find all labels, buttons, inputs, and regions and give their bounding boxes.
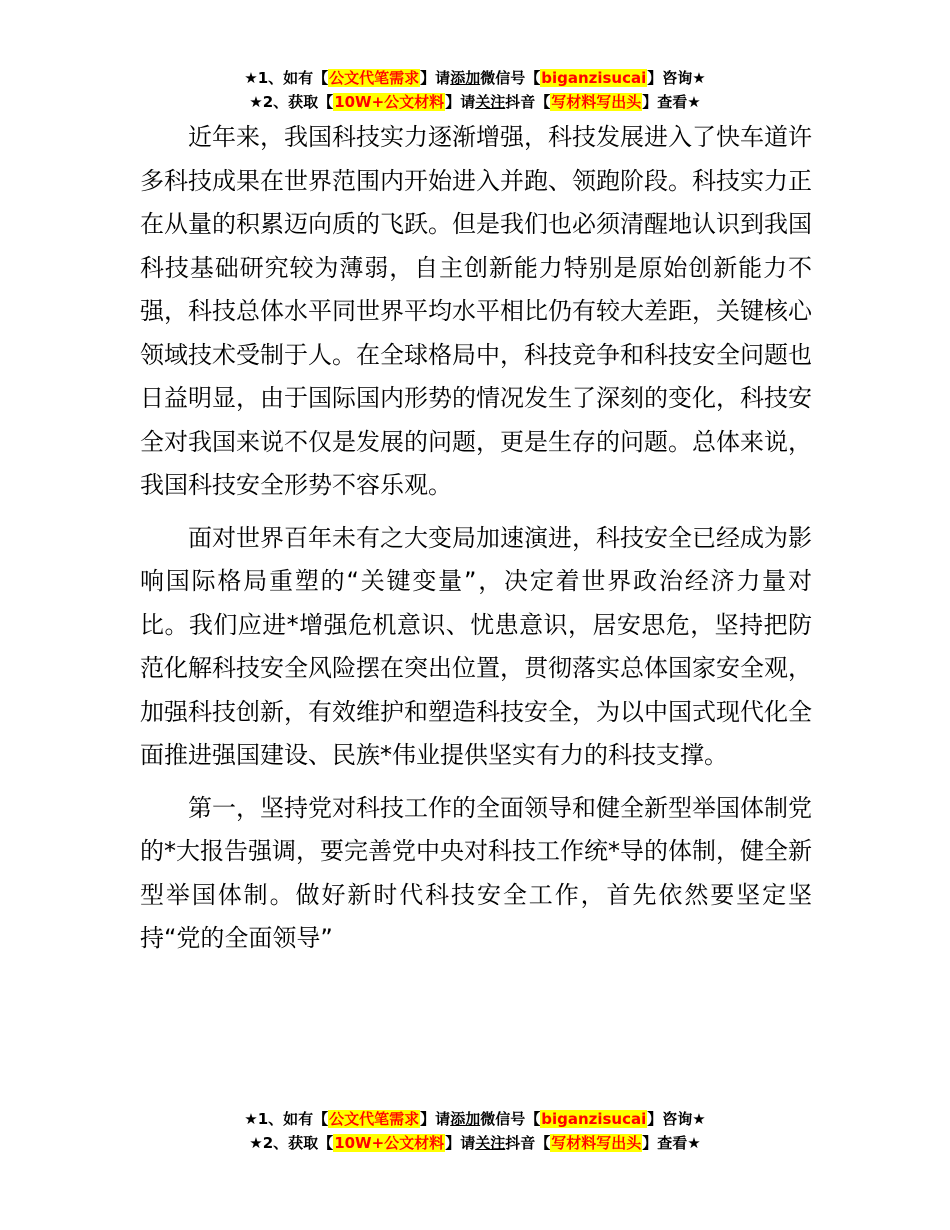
banner-text: 】查看★ <box>642 93 701 111</box>
banner-text: 抖音【 <box>505 1134 551 1152</box>
banner-text: 】请 <box>420 69 451 87</box>
highlight-service: 公文代笔需求 <box>329 1110 420 1128</box>
highlight-materials: 10W+公文材料 <box>334 93 445 111</box>
banner-text: 抖音【 <box>505 93 551 111</box>
banner-text: ★1、如有【 <box>244 69 329 87</box>
footer-banner <box>0 1107 950 1155</box>
banner-text: 】请 <box>445 1134 476 1152</box>
banner-text: 】请 <box>420 1110 451 1128</box>
banner-text: 】请 <box>445 93 476 111</box>
highlight-wechat-id: biganzisucai <box>541 69 647 87</box>
banner-line-1 <box>0 1107 950 1131</box>
banner-line-2 <box>0 90 950 114</box>
banner-emphasis: 添加 <box>450 69 481 87</box>
header-banner <box>0 66 950 114</box>
banner-text: 】咨询★ <box>647 1110 706 1128</box>
highlight-materials: 10W+公文材料 <box>334 1134 445 1152</box>
banner-text: 微信号【 <box>480 69 541 87</box>
banner-emphasis: 关注 <box>475 1134 506 1152</box>
highlight-douyin-account: 写材料写出头 <box>551 93 642 111</box>
paragraph: 面对世界百年未有之大变局加速演进，科技安全已经成为影响国际格局重塑的“关键变量”，决定着世界政治经济力量对比。我们应进*增强危机意识、忧患意识，居安思危，坚持把防范化解科技安全风险摆在突出位置，贯彻落实总体国家安全观，加强科技创新，有效维护和塑造科技安全，为以中国式现代化全面推进强国建设、民族*伟业提供坚实有力的科技支撑。 <box>140 523 812 769</box>
banner-emphasis: 添加 <box>450 1110 481 1128</box>
highlight-douyin-account: 写材料写出头 <box>551 1134 642 1152</box>
paragraph: 第一，坚持党对科技工作的全面领导和健全新型举国体制党的*大报告强调，要完善党中央对科技工作统*导的体制，健全新型举国体制。做好新时代科技安全工作，首先依然要坚定坚持“党的全面领导” <box>140 793 812 952</box>
highlight-wechat-id: biganzisucai <box>541 1110 647 1128</box>
banner-text: 微信号【 <box>480 1110 541 1128</box>
document-body <box>140 116 812 970</box>
banner-text: 】查看★ <box>642 1134 701 1152</box>
banner-text: 】咨询★ <box>647 69 706 87</box>
banner-text: ★2、获取【 <box>249 1134 334 1152</box>
banner-line-1 <box>0 66 950 90</box>
banner-text: ★2、获取【 <box>249 93 334 111</box>
paragraph: 近年来，我国科技实力逐渐增强，科技发展进入了快车道许多科技成果在世界范围内开始进入并跑、领跑阶段。科技实力正在从量的积累迈向质的飞跃。但是我们也必须清醒地认识到我国科技基础研究较为薄弱，自主创新能力特别是原始创新能力不强，科技总体水平同世界平均水平相比仍有较大差距，关键核心领域技术受制于人。在全球格局中，科技竞争和科技安全问题也日益明显，由于国际国内形势的情况发生了深刻的变化，科技安全对我国来说不仅是发展的问题，更是生存的问题。总体来说，我国科技安全形势不容乐观。 <box>140 123 812 499</box>
banner-line-2 <box>0 1131 950 1155</box>
banner-emphasis: 关注 <box>475 93 506 111</box>
banner-text: ★1、如有【 <box>244 1110 329 1128</box>
highlight-service: 公文代笔需求 <box>329 69 420 87</box>
